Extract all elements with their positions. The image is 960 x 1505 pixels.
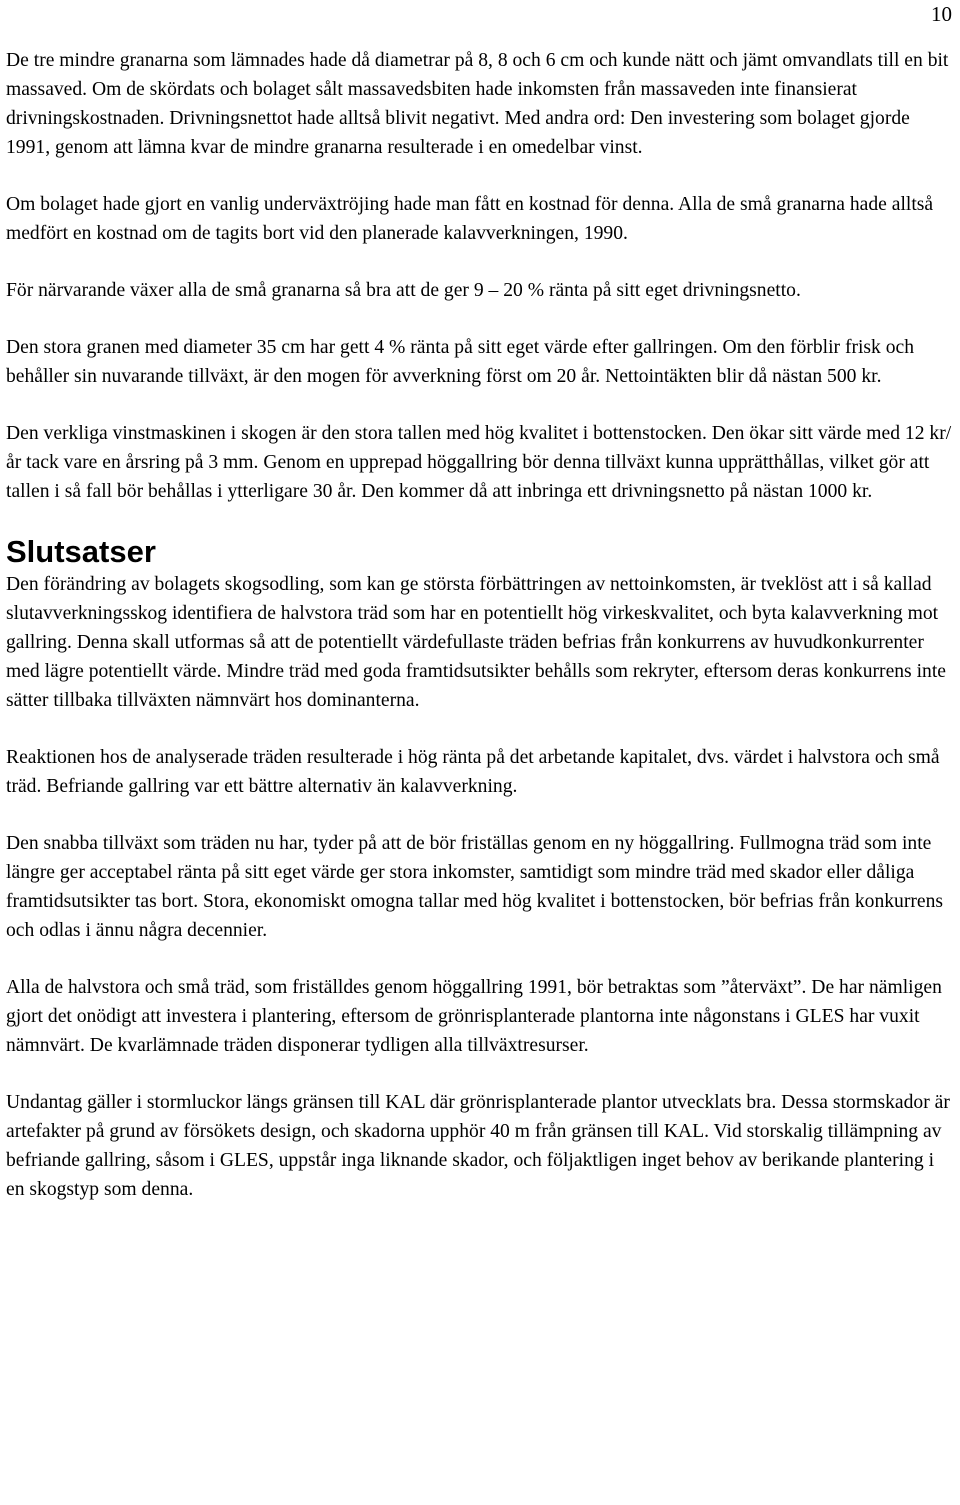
paragraph: De tre mindre granarna som lämnades hade då diametrar på 8, 8 och 6 cm och kunde nätt och jämt omvandlats till en bit massaved. Om de skördats och bolaget sålt massavedsbiten hade inkomsten från massaveden inte finansierat drivningskostnaden. Drivningsnettot hade alltså blivit negativt. Med andra ord: Den investering som bolaget gjorde 1991, genom att lämna kvar de mindre granarna resulterade i en omedelbar vinst.	[6, 50, 949, 158]
paragraph: Alla de halvstora och små träd, som friställdes genom höggallring 1991, bör betraktas som ”återväxt”. De har nämligen gjort det onödigt att investera i plantering, eftersom de grönrisplanterade plantorna inte någonstans i GLES har vuxit nämnvärt. De kvarlämnade träden disponerar tydligen alla tillväxtresurser.	[6, 977, 942, 1056]
paragraph: Undantag gäller i stormluckor längs gränsen till KAL där grönrisplanterade plantor utvecklats bra. Dessa stormskador är artefakter på grund av försökets design, och skadorna upphör 40 m från gränsen till KAL. Vid storskalig tillämpning av befriande gallring, såsom i GLES, uppstår inga liknande skador, och följaktligen inget behov av berikande plantering i en skogstyp som denna.	[6, 1092, 950, 1200]
document-body	[6, 46, 956, 1232]
paragraph: Reaktionen hos de analyserade träden resulterade i hög ränta på det arbetande kapitalet, dvs. värdet i halvstora och små träd. Befriande gallring var ett bättre alternativ än kalavverkning.	[6, 747, 940, 797]
paragraph: Den förändring av bolagets skogsodling, som kan ge största förbättringen av nettoinkomsten, är tveklöst att i så kallad slutavverkningsskog identifiera de halvstora träd som har en potentiellt hög virkeskvalitet, och byta kalavverkning mot gallring. Denna skall utformas så att de potentiellt värdefullaste träden befrias från konkurrens av huvudkonkurrenter med lägre potentiellt värde. Mindre träd med goda framtidsutsikter behålls som rekryter, eftersom deras konkurrens inte sätter tillbaka tillväxten nämnvärt hos dominanterna.	[6, 574, 946, 711]
paragraph: Om bolaget hade gjort en vanlig underväxtröjing hade man fått en kostnad för denna. Alla de små granarna hade alltså medfört en kostnad om de tagits bort vid den planerade kalavverkningen, 1990.	[6, 194, 934, 244]
page-number: 10	[931, 2, 952, 26]
paragraph: Den stora granen med diameter 35 cm har gett 4 % ränta på sitt eget värde efter gallringen. Om den förblir frisk och behåller sin nuvarande tillväxt, är den mogen för avverkning först om 20 år. Nettointäkten blir då nästan 500 kr.	[6, 337, 915, 387]
paragraph: Den verkliga vinstmaskinen i skogen är den stora tallen med hög kvalitet i bottenstocken. Den ökar sitt värde med 12 kr/år tack vare en årsring på 3 mm. Genom en upprepad höggallring bör denna tillväxt kunna upprätthållas, vilket gör att tallen i så fall bör behållas i ytterligare 30 år. Den kommer då att inbringa ett drivningsnetto på nästan 1000 kr.	[6, 423, 952, 502]
paragraph: Den snabba tillväxt som träden nu har, tyder på att de bör friställas genom en ny höggallring. Fullmogna träd som inte längre ger acceptabel ränta på sitt eget värde ger stora inkomster, samtidigt som mindre träd med skador eller dåliga framtidsutsikter tas bort. Stora, ekonomiskt omogna tallar med hög kvalitet i bottenstocken, bör befrias från konkurrens och odlas i ännu några decennier.	[6, 833, 944, 941]
paragraph: För närvarande växer alla de små granarna så bra att de ger 9 – 20 % ränta på sitt eget drivningsnetto.	[6, 280, 801, 301]
section-heading: Slutsatser	[6, 534, 156, 569]
